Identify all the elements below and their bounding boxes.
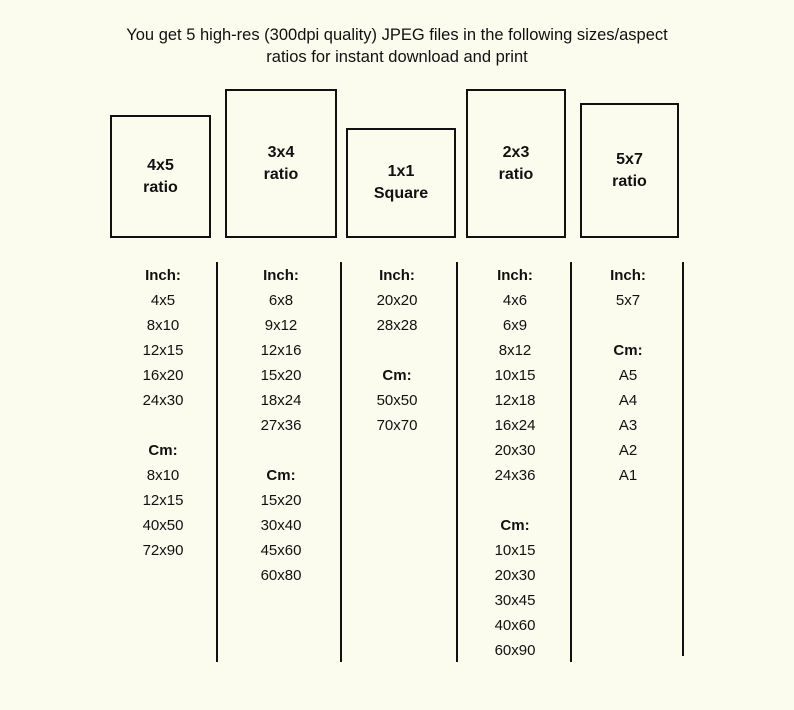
frame-3x4 — [225, 89, 337, 238]
size-item: 28x28 — [376, 317, 418, 334]
inch-header: Inch: — [497, 267, 533, 284]
frame-5x7 — [580, 103, 679, 238]
size-item: 40x50 — [142, 517, 184, 534]
frame-2x3-label: ratio — [498, 165, 534, 183]
size-item: 20x30 — [494, 442, 536, 459]
frame-1x1-label: Square — [373, 185, 429, 202]
size-item: 60x90 — [494, 642, 536, 659]
size-item: 50x50 — [376, 392, 418, 409]
size-item: 45x60 — [260, 542, 302, 559]
sizes-column-1x1 — [342, 266, 452, 441]
cm-header: Cm: — [500, 517, 530, 534]
cm-header: Cm: — [148, 442, 178, 459]
inch-header: Inch: — [610, 267, 646, 284]
size-item: 24x36 — [494, 467, 536, 484]
frame-4x5-label: ratio — [143, 178, 178, 196]
size-item: 9x12 — [264, 317, 298, 334]
inch-header: Inch: — [145, 267, 181, 284]
size-item: 30x40 — [260, 517, 302, 534]
size-item: 70x70 — [376, 417, 418, 434]
size-item: 15x20 — [260, 492, 302, 509]
inch-header: Inch: — [263, 267, 299, 284]
frame-4x5-ratio: 4x5 — [147, 156, 174, 174]
size-item: 6x8 — [268, 292, 294, 309]
column-divider — [570, 262, 572, 662]
frame-1x1 — [346, 128, 456, 238]
cm-header: Cm: — [613, 342, 643, 359]
size-item: A2 — [618, 442, 638, 459]
size-item: A3 — [618, 417, 638, 434]
size-item: 4x6 — [502, 292, 528, 309]
size-item: 8x10 — [146, 467, 180, 484]
sizes-column-4x5 — [108, 266, 218, 566]
size-item: 20x20 — [376, 292, 418, 309]
column-divider — [456, 262, 458, 662]
sizes-column-3x4 — [226, 266, 336, 591]
size-item: 30x45 — [494, 592, 536, 609]
frame-5x7-label: ratio — [612, 172, 647, 190]
frame-2x3-ratio: 2x3 — [502, 143, 530, 161]
frame-3x4-ratio: 3x4 — [267, 143, 295, 161]
size-item: A4 — [618, 392, 638, 409]
size-item: 16x24 — [494, 417, 536, 434]
size-item: 8x12 — [498, 342, 532, 359]
sizes-column-2x3 — [460, 266, 570, 666]
size-item: 40x60 — [494, 617, 536, 634]
size-item: 12x16 — [260, 342, 302, 359]
size-item: A5 — [618, 367, 638, 384]
page-title — [0, 24, 794, 68]
size-item: 18x24 — [260, 392, 302, 409]
size-item: 12x18 — [494, 392, 536, 409]
size-item: 20x30 — [494, 567, 536, 584]
size-item: 4x5 — [150, 292, 176, 309]
inch-header: Inch: — [379, 267, 415, 284]
size-item: 15x20 — [260, 367, 302, 384]
size-item: 6x9 — [502, 317, 528, 334]
size-item: 10x15 — [494, 367, 536, 384]
size-item: 16x20 — [142, 367, 184, 384]
sizes-column-5x7 — [573, 266, 683, 491]
size-item: 60x80 — [260, 567, 302, 584]
size-item: 27x36 — [260, 417, 302, 434]
size-item: 24x30 — [142, 392, 184, 409]
frame-3x4-label: ratio — [263, 165, 299, 183]
frame-5x7-ratio: 5x7 — [616, 150, 643, 168]
title-line-1: You get 5 high-res (300dpi quality) JPEG files in the following sizes/aspect — [126, 26, 668, 44]
size-item: 72x90 — [142, 542, 184, 559]
size-item: 10x15 — [494, 542, 536, 559]
frame-2x3 — [466, 89, 566, 238]
cm-header: Cm: — [382, 367, 412, 384]
size-item: 8x10 — [146, 317, 180, 334]
frame-4x5 — [110, 115, 211, 238]
size-item: A1 — [618, 467, 638, 484]
size-item: 5x7 — [615, 292, 641, 309]
frame-1x1-ratio: 1x1 — [387, 163, 415, 180]
size-item: 12x15 — [142, 342, 184, 359]
size-item: 12x15 — [142, 492, 184, 509]
cm-header: Cm: — [266, 467, 296, 484]
title-line-2: ratios for instant download and print — [266, 48, 528, 66]
